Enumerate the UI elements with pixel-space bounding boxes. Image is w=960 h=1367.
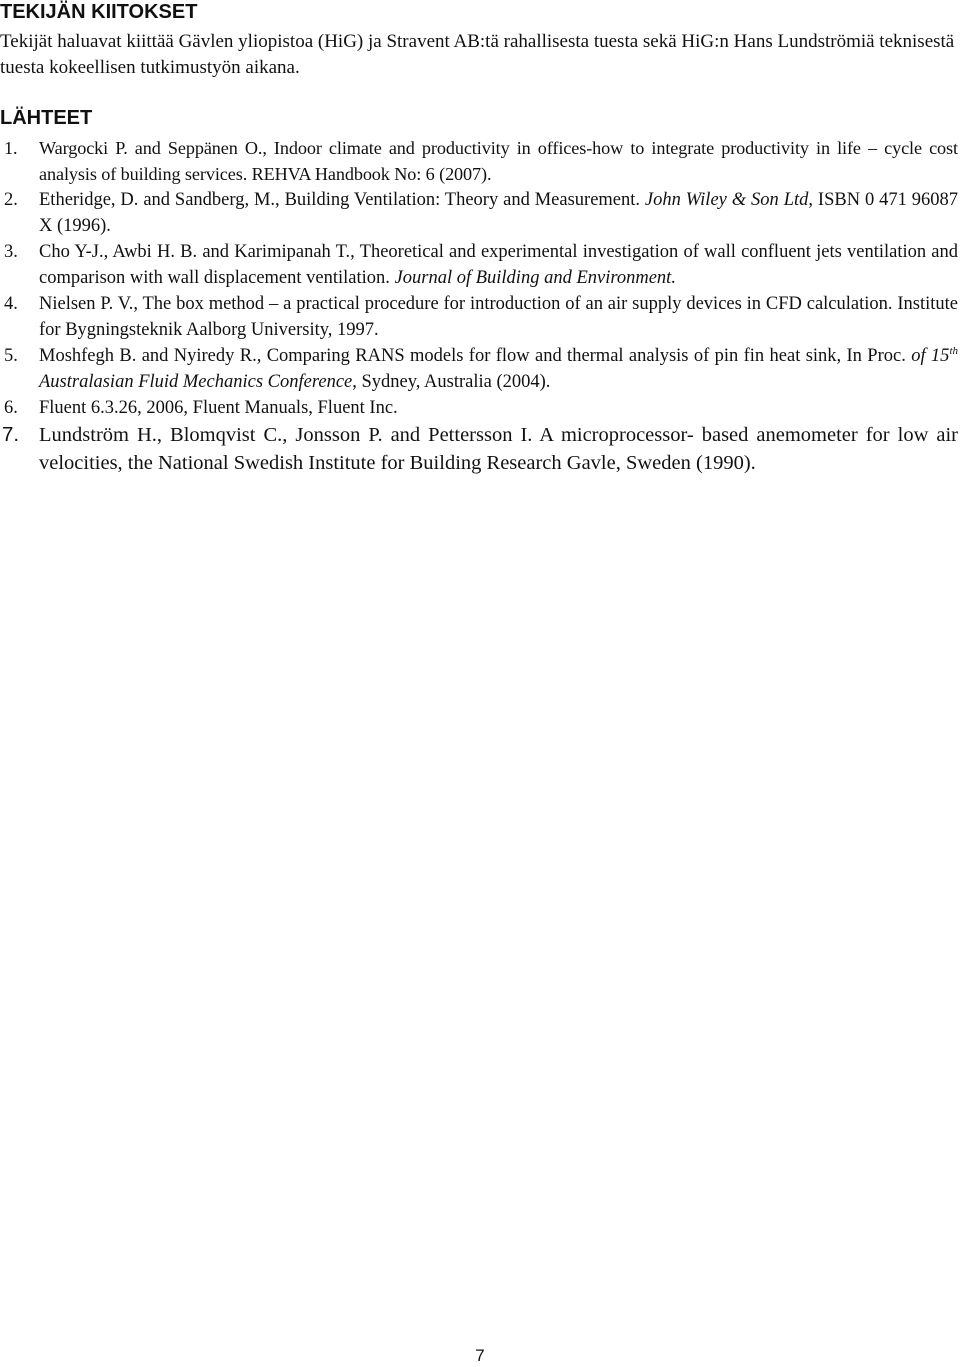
acknowledgements-heading: TEKIJÄN KIITOKSET — [0, 1, 198, 23]
reference-text: Nielsen P. V., The box method – a practical procedure for introduction of an air supply devices in CFD calculation. Institute for Bygningsteknik Aalborg University, 1997. — [39, 294, 958, 340]
page-number: 7 — [475, 1346, 485, 1365]
references-section — [0, 106, 958, 477]
reference-text: Cho Y-J., Awbi H. B. and Karimipanah T., Theoretical and experimental investigation of wall confluent jets ventilation and comparison with wall displacement ventilation. — [39, 242, 958, 288]
reference-number: 3. — [4, 242, 18, 262]
reference-item — [0, 187, 958, 239]
reference-item — [0, 395, 958, 421]
reference-text-tail: , Sydney, Australia (2004). — [352, 372, 551, 392]
reference-publisher: John Wiley & Son Ltd — [644, 190, 809, 210]
reference-conference-name: Australasian Fluid Mechanics Conference — [39, 372, 353, 392]
reference-number: 6. — [4, 398, 18, 418]
reference-number: 4. — [4, 294, 18, 314]
reference-item — [0, 291, 958, 343]
reference-text: Fluent 6.3.26, 2006, Fluent Manuals, Fluent Inc. — [39, 398, 398, 418]
reference-item — [0, 343, 958, 395]
reference-proceedings-prefix: of 15 — [911, 346, 950, 366]
reference-text-tail: , ISBN 0 471 96087 X (1996). — [39, 190, 959, 236]
reference-text: Wargocki P. and Seppänen O., Indoor climate and productivity in offices-how to integrate productivity in life – cycle cost analysis of building services. REHVA Handbook No: 6 (2007). — [39, 138, 958, 184]
reference-number: 2. — [4, 190, 18, 210]
reference-item — [0, 421, 958, 477]
reference-number: 5. — [4, 346, 18, 366]
reference-number: 1. — [4, 138, 18, 158]
reference-number: 7. — [2, 423, 20, 446]
acknowledgements-text: Tekijät haluavat kiittää Gävlen yliopistoa (HiG) ja Stravent AB:tä rahallisesta tuesta sekä HiG:n Hans Lundströmiä teknisestä tuesta kokeellisen tutkimustyön aikana. — [0, 31, 955, 78]
ordinal-suffix: th — [949, 344, 958, 357]
reference-text: Moshfegh B. and Nyiredy R., Comparing RANS models for flow and thermal analysis of pin fin heat sink, In Proc. — [39, 346, 912, 366]
reference-item — [0, 135, 958, 187]
references-list — [0, 135, 958, 477]
reference-item — [0, 239, 958, 291]
reference-journal: Journal of Building and Environment. — [394, 268, 676, 288]
reference-text: Lundström H., Blomqvist C., Jonsson P. and Pettersson I. A microprocessor- based anemometer for low air velocities, the National Swedish Institute for Building Research Gavle, Sweden (1990). — [39, 424, 958, 474]
reference-text: Etheridge, D. and Sandberg, M., Building Ventilation: Theory and Measurement. — [39, 190, 645, 210]
acknowledgements-section — [0, 0, 958, 81]
references-heading: LÄHTEET — [0, 107, 93, 129]
